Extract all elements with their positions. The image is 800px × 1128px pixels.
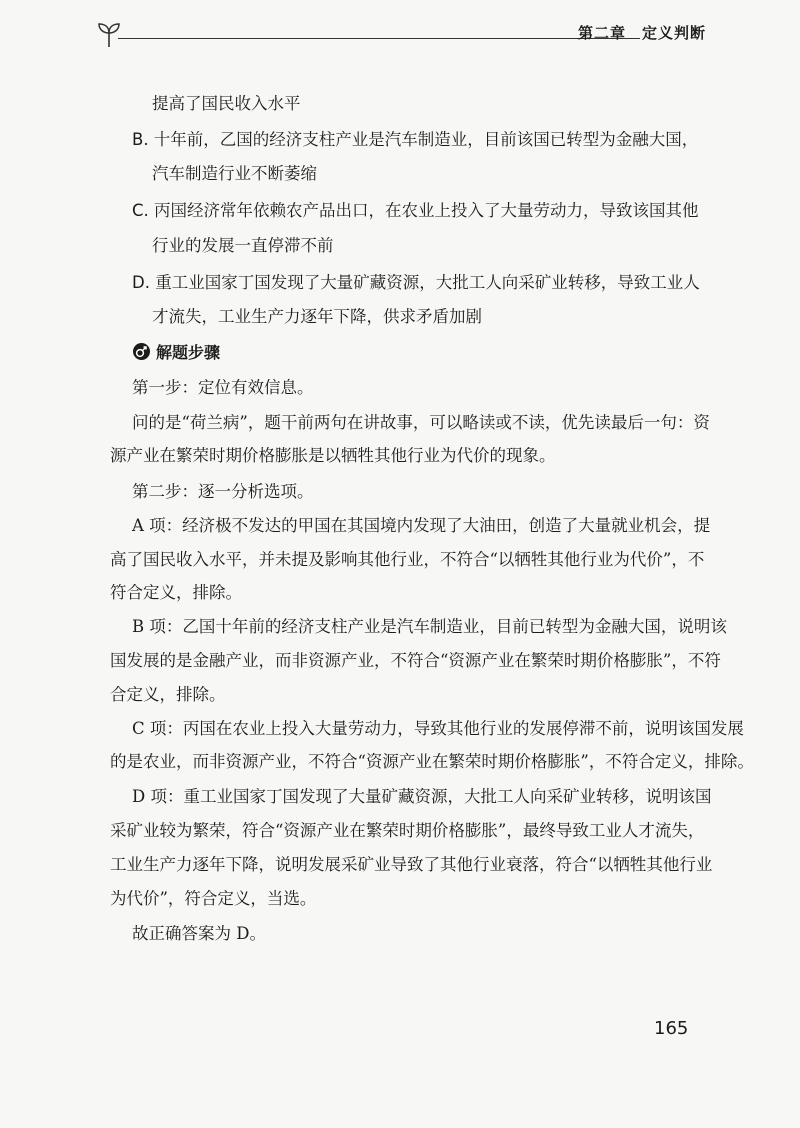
d-analysis-line-2: 采矿业较为繁荣，符合“资源产业在繁荣时期价格膨胀”，最终导致工业人才流失， bbox=[110, 821, 705, 840]
header-rule bbox=[118, 38, 640, 39]
page-number: 165 bbox=[654, 1018, 689, 1039]
sprout-icon bbox=[96, 20, 122, 48]
step-1-title: 第一步：定位有效信息。 bbox=[132, 378, 314, 397]
solution-steps-heading bbox=[133, 340, 220, 363]
step-1-text-line-1: 问的是“荷兰病”，题干前两句在讲故事，可以略读或不读，优先读最后一句：资 bbox=[132, 413, 710, 432]
chapter-title: 第二章 定义判断 bbox=[577, 24, 706, 42]
option-b-line-2: 汽车制造行业不断萎缩 bbox=[152, 164, 317, 183]
b-analysis-line-1: B 项：乙国十年前的经济支柱产业是汽车制造业，目前已转型为金融大国，说明该 bbox=[132, 617, 727, 636]
option-d-line-1: D. 重工业国家丁国发现了大量矿藏资源，大批工人向采矿业转移，导致工业人 bbox=[132, 273, 700, 292]
option-a-continuation: 提高了国民收入水平 bbox=[152, 94, 301, 113]
b-analysis-line-2: 国发展的是金融产业，而非资源产业，不符合“资源产业在繁荣时期价格膨胀”，不符 bbox=[110, 651, 721, 670]
page-header bbox=[96, 20, 706, 50]
solution-steps-title: 解题步骤 bbox=[156, 343, 221, 362]
d-analysis-line-3: 工业生产力逐年下降，说明发展采矿业导致了其他行业衰落，符合“以牺牲其他行业 bbox=[110, 855, 713, 874]
c-analysis-line-1: C 项：丙国在农业上投入大量劳动力，导致其他行业的发展停滞不前，说明该国发展 bbox=[132, 719, 744, 738]
option-c-line-2: 行业的发展一直停滞不前 bbox=[152, 236, 334, 255]
d-analysis-line-1: D 项：重工业国家丁国发现了大量矿藏资源，大批工人向采矿业转移，说明该国 bbox=[132, 787, 712, 806]
final-answer: 故正确答案为 D。 bbox=[132, 924, 266, 943]
option-c-line-1: C. 丙国经济常年依赖农产品出口，在农业上投入了大量劳动力，导致该国其他 bbox=[132, 201, 699, 220]
step-1-text-line-2: 源产业在繁荣时期价格膨胀是以牺牲其他行业为代价的现象。 bbox=[110, 446, 556, 465]
a-analysis-line-3: 符合定义，排除。 bbox=[110, 583, 242, 602]
a-analysis-line-2: 高了国民收入水平，并未提及影响其他行业，不符合“以牺牲其他行业为代价”，不 bbox=[110, 550, 705, 569]
solution-steps-icon bbox=[133, 343, 150, 360]
b-analysis-line-3: 合定义，排除。 bbox=[110, 685, 226, 704]
step-2-title: 第二步：逐一分析选项。 bbox=[132, 482, 314, 501]
option-d-line-2: 才流失，工业生产力逐年下降，供求矛盾加剧 bbox=[152, 307, 482, 326]
a-analysis-line-1: A 项：经济极不发达的甲国在其国境内发现了大油田，创造了大量就业机会，提 bbox=[132, 516, 711, 535]
d-analysis-line-4: 为代价”，符合定义，当选。 bbox=[110, 889, 317, 908]
c-analysis-line-2: 的是农业，而非资源产业，不符合“资源产业在繁荣时期价格膨胀”，不符合定义，排除。 bbox=[110, 752, 754, 771]
option-b-line-1: B. 十年前，乙国的经济支柱产业是汽车制造业，目前该国已转型为金融大国， bbox=[132, 130, 699, 149]
